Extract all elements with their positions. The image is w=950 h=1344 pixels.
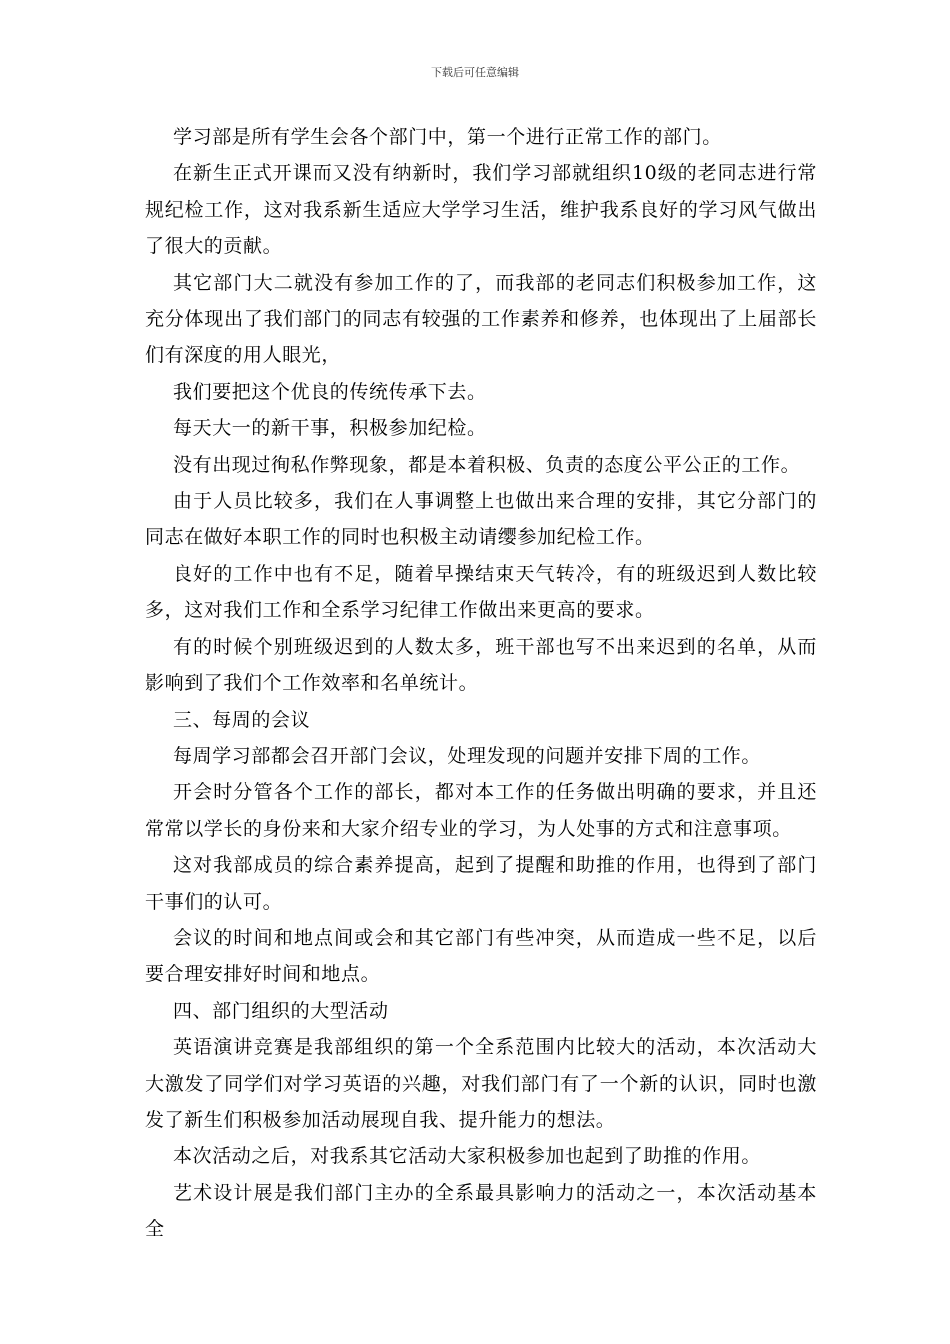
section-heading: 三、每周的会议	[173, 708, 311, 731]
paragraph: 这对我部成员的综合素养提高，起到了提醒和助推的作用，也得到了部门干事们的认可。	[145, 854, 817, 913]
paragraph: 会议的时间和地点间或会和其它部门有些冲突，从而造成一些不足，以后要合理安排好时间和地点。	[145, 926, 817, 986]
paragraph: 艺术设计展是我们部门主办的全系最具影响力的活动之一，本次活动基本全	[145, 1181, 817, 1241]
paragraph: 我们要把这个优良的传统传承下去。	[173, 380, 487, 403]
paragraph: 本次活动之后，对我系其它活动大家积极参加也起到了助推的作用。	[173, 1145, 762, 1168]
paragraph: 良好的工作中也有不足，随着早操结束天气转冷，有的班级迟到人数比较多，这对我们工作和全系学习纪律工作做出来更高的要求。	[145, 562, 817, 622]
paragraph: 由于人员比较多，我们在人事调整上也做出来合理的安排，其它分部门的同志在做好本职工作的同时也积极主动请缨参加纪检工作。	[145, 490, 817, 549]
paragraph: 学习部是所有学生会各个部门中，第一个进行正常工作的部门。	[173, 126, 722, 148]
paragraph: 英语演讲竞赛是我部组织的第一个全系范围内比较大的活动，本次活动大大激发了同学们对学习英语的兴趣，对我们部门有了一个新的认识，同时也激发了新生们积极参加活动展现自我、提升能力的想法。	[145, 1036, 817, 1131]
paragraph: 有的时候个别班级迟到的人数太多，班干部也写不出来迟到的名单，从而影响到了我们个工作效率和名单统计。	[145, 635, 817, 695]
paragraph: 每天大一的新干事，积极参加纪检。	[173, 417, 487, 440]
header-note: 下载后可任意编辑	[431, 66, 519, 79]
section-heading: 四、部门组织的大型活动	[173, 999, 389, 1022]
paragraph: 在新生正式开课而又没有纳新时，我们学习部就组织10级的老同志进行常规纪检工作，这对我系新生适应大学学习生活，维护我系良好的学习风气做出了很大的贡献。	[145, 162, 817, 258]
document-body	[145, 119, 817, 1248]
paragraph: 开会时分管各个工作的部长，都对本工作的任务做出明确的要求，并且还常常以学长的身份来和大家介绍专业的学习，为人处事的方式和注意事项。	[145, 781, 817, 840]
paragraph: 其它部门大二就没有参加工作的了，而我部的老同志们积极参加工作，这充分体现出了我们部门的同志有较强的工作素养和修养，也体现出了上届部长们有深度的用人眼光，	[145, 271, 817, 367]
paragraph: 没有出现过徇私作弊现象，都是本着积极、负责的态度公平公正的工作。	[173, 453, 801, 476]
paragraph: 每周学习部都会召开部门会议，处理发现的问题并安排下周的工作。	[173, 744, 762, 767]
